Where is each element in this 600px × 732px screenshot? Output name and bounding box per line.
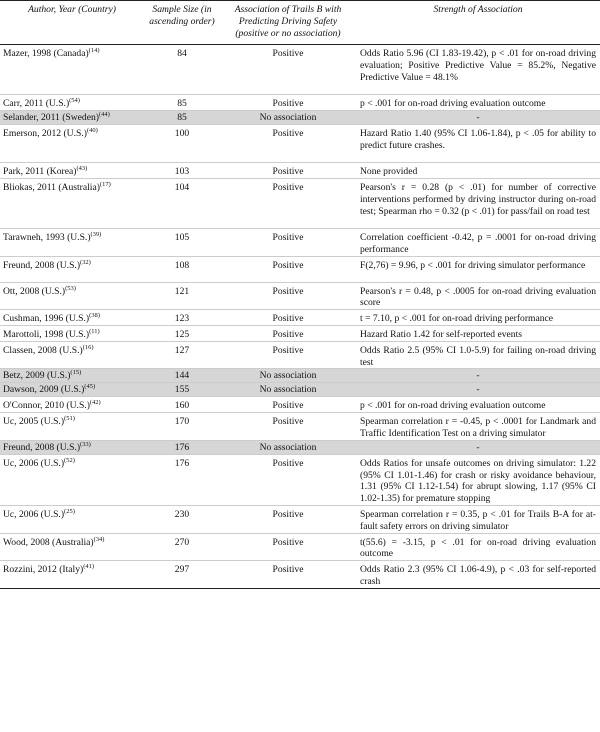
- cell-sample-size: 85: [144, 95, 220, 111]
- table-row: [0, 325, 600, 341]
- cell-strength: -: [356, 111, 600, 125]
- cell-strength: -: [356, 369, 600, 383]
- cell-association: Positive: [220, 413, 356, 441]
- cell-sample-size: 123: [144, 310, 220, 326]
- table-row: [0, 256, 600, 282]
- cell-author: [0, 341, 144, 369]
- author-text: Park, 2011 (Korea): [3, 166, 77, 178]
- reference-number: (33): [80, 440, 91, 448]
- reference-number: (52): [64, 456, 75, 464]
- cell-author: [0, 178, 144, 228]
- cell-strength: Hazard Ratio 1.42 for self-reported events: [356, 325, 600, 341]
- cell-sample-size: 127: [144, 341, 220, 369]
- author-text: Freund, 2008 (U.S.): [3, 259, 81, 271]
- cell-strength: -: [356, 440, 600, 454]
- cell-author: [0, 505, 144, 533]
- table-row: [0, 454, 600, 505]
- cell-sample-size: 160: [144, 397, 220, 413]
- cell-sample-size: 230: [144, 505, 220, 533]
- table-row: [0, 111, 600, 125]
- cell-association: Positive: [220, 45, 356, 95]
- table-row: [0, 413, 600, 441]
- table-row: [0, 397, 600, 413]
- reference-number: (39): [90, 230, 102, 238]
- cell-association: Positive: [220, 505, 356, 533]
- reference-number: (17): [99, 180, 111, 188]
- table-row: [0, 228, 600, 256]
- cell-association: Positive: [220, 95, 356, 111]
- table-row: [0, 95, 600, 111]
- cell-strength: t(55.6) = -3.15, p < .01 for on-road driving evaluation outcome: [356, 533, 600, 561]
- table-row: [0, 440, 600, 454]
- reference-number: (16): [82, 343, 94, 351]
- table-row: [0, 369, 600, 383]
- cell-association: Positive: [220, 454, 356, 505]
- cell-author: [0, 163, 144, 179]
- author-text: Rozzini, 2012 (Italy): [3, 564, 84, 576]
- cell-association: Positive: [220, 533, 356, 561]
- cell-author: [0, 125, 144, 163]
- header-sample-size: Sample Size (in ascending order): [144, 1, 220, 45]
- cell-strength: p < .001 for on-road driving evaluation outcome: [356, 397, 600, 413]
- cell-author: [0, 383, 144, 397]
- header-row: [0, 1, 600, 45]
- cell-association: No association: [220, 111, 356, 125]
- reference-number: (43): [76, 165, 88, 172]
- author-text: Tarawneh, 1993 (U.S.): [3, 231, 91, 243]
- author-text: Wood, 2008 (Australia): [3, 536, 94, 548]
- reference-number: (42): [89, 399, 101, 407]
- cell-association: Positive: [220, 178, 356, 228]
- cell-author: [0, 228, 144, 256]
- header-author: Author, Year (Country): [0, 1, 144, 45]
- cell-association: Positive: [220, 282, 356, 310]
- cell-strength: Odds Ratio 2.3 (95% CI 1.06-4.9), p < .03 for self-reported crash: [356, 561, 600, 589]
- header-association: Association of Trails B with Predicting Driving Safety (positive or no association): [220, 1, 356, 45]
- author-text: Uc, 2006 (U.S.): [3, 508, 65, 520]
- author-text: Marottoli, 1998 (U.S.): [3, 328, 90, 340]
- cell-strength: Hazard Ratio 1.40 (95% CI 1.06-1.84), p < .05 for ability to predict future crashes.: [356, 125, 600, 163]
- cell-strength: Spearman correlation r = 0.35, p < .01 for Trails B-A for at-fault safety errors on driving simulator: [356, 505, 600, 533]
- cell-strength: None provided: [356, 163, 600, 179]
- table-body: [0, 45, 600, 588]
- table-row: [0, 341, 600, 369]
- cell-author: [0, 369, 144, 383]
- author-text: Freund, 2008 (U.S.): [3, 441, 81, 453]
- cell-association: No association: [220, 440, 356, 454]
- cell-strength: F(2,76) = 9.96, p < .001 for driving simulator performance: [356, 256, 600, 282]
- cell-association: No association: [220, 369, 356, 383]
- author-text: O'Connor, 2010 (U.S.): [3, 400, 90, 412]
- reference-number: (53): [65, 284, 76, 292]
- cell-association: Positive: [220, 310, 356, 326]
- cell-sample-size: 105: [144, 228, 220, 256]
- cell-sample-size: 108: [144, 256, 220, 282]
- cell-association: Positive: [220, 256, 356, 282]
- cell-author: [0, 310, 144, 326]
- header-strength: Strength of Association: [356, 1, 600, 45]
- table-row: [0, 45, 600, 95]
- cell-association: Positive: [220, 163, 356, 179]
- author-text: Ott, 2008 (U.S.): [3, 285, 66, 297]
- cell-strength: Pearson's r = 0.48, p < .0005 for on-road driving evaluation score: [356, 282, 600, 310]
- cell-sample-size: 103: [144, 163, 220, 179]
- cell-sample-size: 170: [144, 413, 220, 441]
- author-text: Dawson, 2009 (U.S.): [3, 384, 85, 396]
- author-text: Selander, 2011 (Sweden): [3, 112, 99, 124]
- cell-strength: Odds Ratios for unsafe outcomes on driving simulator: 1.22 (95% CI 1.01-1.46) for crash or risky avoidance behaviour, 1.31 (95% CI 1.12-1.54) for abrupt slowing, 1.17 (95% CI 1.02-1.35) for premature stopping: [356, 454, 600, 505]
- cell-sample-size: 270: [144, 533, 220, 561]
- cell-sample-size: 85: [144, 111, 220, 125]
- table-row: [0, 163, 600, 179]
- author-text: Uc, 2005 (U.S.): [3, 416, 65, 428]
- cell-sample-size: 176: [144, 454, 220, 505]
- cell-author: [0, 95, 144, 111]
- cell-author: [0, 282, 144, 310]
- cell-association: Positive: [220, 325, 356, 341]
- cell-association: Positive: [220, 397, 356, 413]
- cell-strength: Odds Ratio 2.5 (95% CI 1.0-5.9) for failing on-road driving test: [356, 341, 600, 369]
- cell-author: [0, 533, 144, 561]
- reference-number: (45): [84, 383, 96, 391]
- cell-author: [0, 454, 144, 505]
- cell-author: [0, 440, 144, 454]
- reference-number: (44): [98, 111, 110, 118]
- cell-strength: p < .001 for on-road driving evaluation outcome: [356, 95, 600, 111]
- table-row: [0, 505, 600, 533]
- author-text: Cushman, 1996 (U.S.): [3, 313, 90, 325]
- table-row: [0, 310, 600, 326]
- author-text: Carr, 2011 (U.S.): [3, 98, 70, 110]
- cell-strength: t = 7.10, p < .001 for on-road driving performance: [356, 310, 600, 326]
- author-text: Mazer, 1998 (Canada): [3, 48, 89, 60]
- reference-number: (54): [69, 97, 80, 105]
- reference-number: (51): [64, 414, 75, 422]
- reference-number: (11): [89, 327, 100, 335]
- cell-strength: Correlation coefficient -0.42, p = .0001 for on-road driving performance: [356, 228, 600, 256]
- cell-association: Positive: [220, 341, 356, 369]
- cell-author: [0, 325, 144, 341]
- reference-number: (41): [83, 562, 95, 570]
- cell-author: [0, 413, 144, 441]
- cell-association: No association: [220, 383, 356, 397]
- author-text: Betz, 2009 (U.S.): [3, 370, 71, 382]
- cell-sample-size: 176: [144, 440, 220, 454]
- table-row: [0, 282, 600, 310]
- reference-number: (32): [80, 258, 91, 266]
- reference-number: (34): [93, 535, 105, 543]
- cell-sample-size: 144: [144, 369, 220, 383]
- reference-number: (38): [89, 311, 100, 319]
- table-row: [0, 383, 600, 397]
- cell-author: [0, 111, 144, 125]
- table-row: [0, 178, 600, 228]
- cell-sample-size: 84: [144, 45, 220, 95]
- author-text: Bliokas, 2011 (Australia): [3, 181, 100, 193]
- cell-author: [0, 45, 144, 95]
- table-row: [0, 125, 600, 163]
- reference-number: (40): [86, 127, 98, 134]
- cell-association: Positive: [220, 125, 356, 163]
- cell-sample-size: 104: [144, 178, 220, 228]
- cell-author: [0, 256, 144, 282]
- cell-sample-size: 155: [144, 383, 220, 397]
- cell-author: [0, 397, 144, 413]
- author-text: Classen, 2008 (U.S.): [3, 344, 83, 356]
- cell-sample-size: 297: [144, 561, 220, 589]
- cell-strength: Pearson's r = 0.28 (p < .01) for number of corrective interventions performed by driving instructor during on-road test; Spearman rho = 0.32 (p < .01) for pass/fail on road test: [356, 178, 600, 228]
- cell-association: Positive: [220, 228, 356, 256]
- reference-number: (15): [70, 369, 82, 377]
- cell-strength: -: [356, 383, 600, 397]
- cell-sample-size: 121: [144, 282, 220, 310]
- author-text: Emerson, 2012 (U.S.): [3, 128, 87, 140]
- cell-strength: Odds Ratio 5.96 (CI 1.83-19.42), p < .01 for on-road driving evaluation; Positive Predictive Value = 85.2%, Negative Predictive Value = 48.1%: [356, 45, 600, 95]
- table-row: [0, 561, 600, 589]
- cell-sample-size: 125: [144, 325, 220, 341]
- cell-association: Positive: [220, 561, 356, 589]
- table-row: [0, 533, 600, 561]
- author-text: Uc, 2006 (U.S.): [3, 457, 65, 469]
- cell-sample-size: 100: [144, 125, 220, 163]
- cell-author: [0, 561, 144, 589]
- reference-number: (14): [88, 47, 100, 55]
- cell-strength: Spearman correlation r = -0.45, p < .0001 for Landmark and Traffic Identification Test on a driving simulator: [356, 413, 600, 441]
- reference-number: (25): [64, 507, 75, 515]
